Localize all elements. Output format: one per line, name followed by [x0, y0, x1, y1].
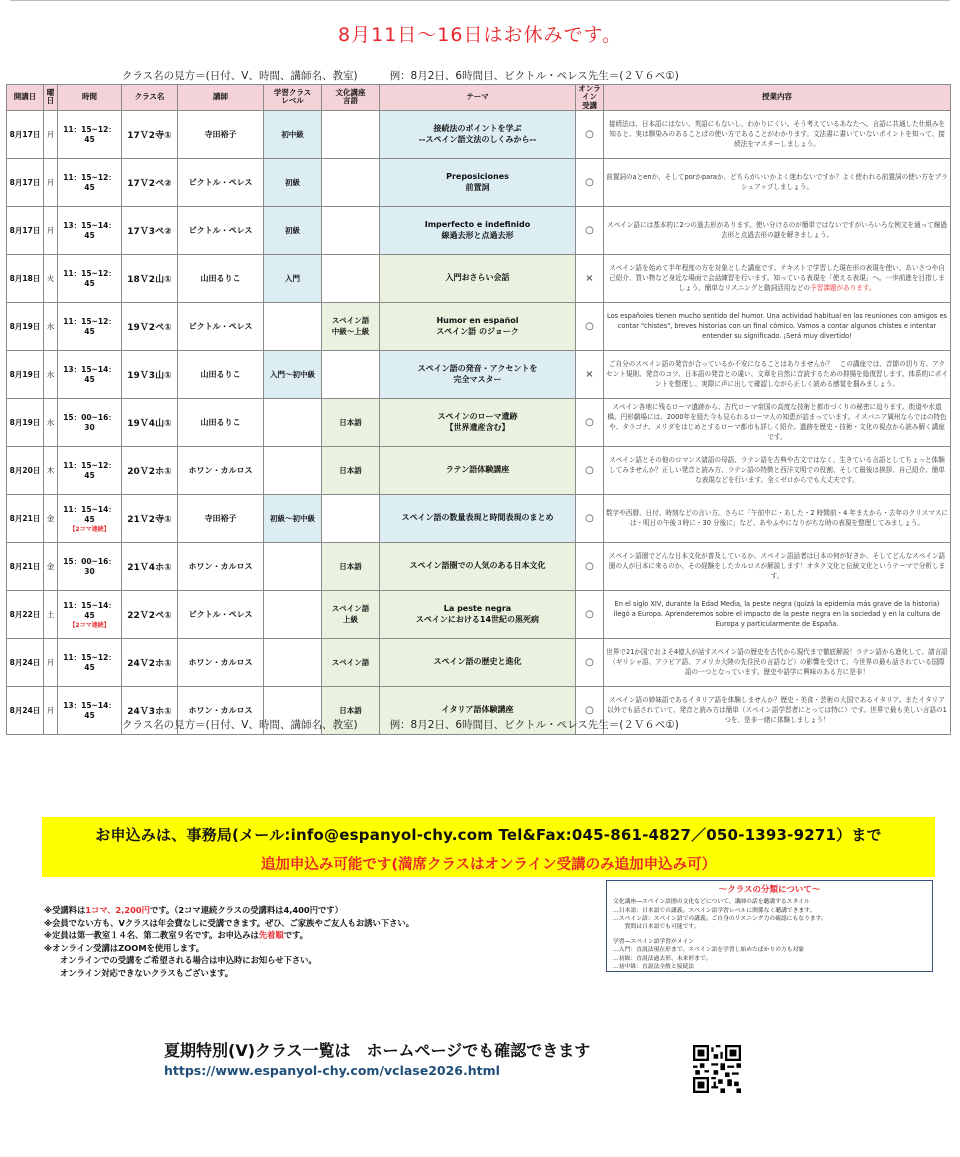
- cell-online: ○: [576, 494, 604, 542]
- cell-online: ○: [576, 302, 604, 350]
- cell-day: 土: [44, 590, 58, 638]
- cell-theme: [380, 638, 576, 686]
- note-capacity: [44, 929, 414, 942]
- cell-class-name: 17Ｖ3ペ②: [122, 206, 178, 254]
- cell-level: 初中級: [264, 110, 322, 158]
- cell-culture-language: 日本語: [322, 686, 380, 734]
- cell-description: [604, 350, 951, 398]
- cell-time: [58, 494, 122, 542]
- cell-level: [264, 590, 322, 638]
- table-row: [7, 158, 951, 206]
- table-row: [7, 302, 951, 350]
- category-line: …初級：直説法過去形、未来形まで。: [613, 955, 712, 962]
- category-box: [606, 880, 933, 972]
- cell-description: [604, 590, 951, 638]
- theme-sub: 線過去形と点過去形: [441, 231, 514, 241]
- note-first-come: 先着順: [258, 930, 284, 940]
- cell-description: [604, 158, 951, 206]
- category-line: …初中級：直説法全般と接続法: [613, 964, 695, 971]
- time-text: 13：15~14：45: [63, 701, 116, 721]
- time-text: 13：15~14：45: [63, 365, 116, 385]
- time-text: 15：00~16：30: [63, 557, 116, 577]
- category-line: 学習―スペイン語学習がメイン: [613, 938, 695, 945]
- cell-theme: [380, 494, 576, 542]
- cell-date: 8月21日: [7, 542, 44, 590]
- description-text: 接続法は、日本語にはない、英語にもないし、わかりにくい。そう考えているあなたへ。言語に共通した仕組みを知ると、実は馴染みのあることばの使い方であることがわかります。文法書に書いていないポイントを知って、接続法をマスターしましょう。: [608, 119, 946, 149]
- contact-line: お申込みは、事務局(メール:info@espanyol-chy.com Tel&Fax:045-861-4827／050-1393-9271）まで: [95, 826, 882, 844]
- table-row: [7, 446, 951, 494]
- col-header: オンライン 受講: [576, 85, 604, 111]
- cell-time: [58, 110, 122, 158]
- cell-date: 8月17日: [7, 158, 44, 206]
- description-text: スペイン語を始めて半年程度の方を対象とした講座です。テキストで学習した現在形の表現を使い、あいさつや自己紹介、買い物など身近な場面で会話練習を行います。知っている表現を「使える表現」へ。一歩前進を目指しましょう。簡単なリスニングと動詞活用などの: [609, 263, 945, 293]
- description-text: Los españoles tienen mucho sentido del humor. Una actividad habitual en las reuniones con amigos es contar "chistes", breves historias con un final cómico. Vamos a contar algunos chistes e intentar entender su significado. ¡Será muy divertido!: [607, 311, 947, 341]
- howto-example: 例：8月2日、6時間目、ビクトル・ペレス先生＝(２Ｖ６ペ①): [389, 70, 679, 82]
- description-text: スペイン語には基本的に2つの過去形があります。使い分けるのが簡単ではないですがいろいろな例文を通って線過去形と点過去形の謎を解きましょう。: [607, 221, 947, 240]
- cell-time: [58, 398, 122, 446]
- cell-level: [264, 302, 322, 350]
- cell-date: 8月18日: [7, 254, 44, 302]
- cell-theme: [380, 398, 576, 446]
- theme-main: 接続法のポイントを学ぶ: [433, 123, 522, 133]
- time-text: 11：15~12：45: [63, 173, 116, 193]
- note-text: ※定員は第一教室１４名、第二教室９名です。お申込みは: [44, 930, 259, 940]
- cell-description: [604, 542, 951, 590]
- cell-time: [58, 446, 122, 494]
- howto-example: 例：8月2日、6時間目、ビクトル・ペレス先生＝(２Ｖ６ペ①): [389, 719, 679, 731]
- cell-date: 8月19日: [7, 350, 44, 398]
- cell-description: [604, 254, 951, 302]
- theme-main: 入門おさらい会話: [445, 273, 510, 283]
- theme-sub: 【世界遺産含む】: [445, 423, 510, 433]
- category-line: 質問は日本語でも可能です。: [613, 924, 700, 931]
- cell-culture-language: [322, 254, 380, 302]
- note-zoom: ※オンライン受講はZOOMを使用します。: [44, 942, 204, 953]
- cell-teacher: ホワン・カルロス: [178, 446, 264, 494]
- cell-theme: [380, 206, 576, 254]
- howto-label: クラス名の見方＝(日付、V、時間、講師名、教室): [122, 70, 358, 82]
- table-row: [7, 254, 951, 302]
- theme-sub: 完全マスター: [453, 375, 502, 385]
- cell-class-name: 21Ｖ4ホ①: [122, 542, 178, 590]
- cell-date: 8月24日: [7, 686, 44, 734]
- theme-sub: 前置詞: [465, 183, 490, 193]
- col-header: 学習クラス レベル: [264, 85, 322, 111]
- cell-time: [58, 302, 122, 350]
- category-line: …日本語：日本語での講義。スペイン語学習レベルに関係なく聴講できます。: [613, 907, 816, 914]
- col-header: テーマ: [380, 85, 576, 111]
- cell-theme: [380, 110, 576, 158]
- cell-culture-language: 日本語: [322, 542, 380, 590]
- time-text: 11：15~12：45: [63, 269, 116, 289]
- cell-theme: [380, 302, 576, 350]
- cell-date: 8月21日: [7, 494, 44, 542]
- time-two-period-note: 【2コマ連続】: [69, 621, 110, 629]
- howto-top: [122, 68, 679, 83]
- cell-culture-language: 日本語: [322, 398, 380, 446]
- cell-description: [604, 446, 951, 494]
- time-text: 13：15~14：45: [63, 221, 116, 241]
- cell-theme: [380, 446, 576, 494]
- cell-teacher: 山田るりこ: [178, 398, 264, 446]
- table-row: [7, 494, 951, 542]
- description-text: スペイン各地に残るローマ遺跡から、古代ローマ帝国の高度な技術と都市づくりの秘密に迫ります。街道や水道橋、円形劇場には、2000年を経た今も見られるローマ人の知恵が詰まっています。イスパニア属州ならではの特色や、タラゴナ、メリダをはじめとするローマ都市も詳しく紹介。遺跡を歴史・技術・文化の視点から読み解く講座です。: [607, 402, 947, 442]
- cell-online: ○: [576, 446, 604, 494]
- cell-level: [264, 638, 322, 686]
- cell-day: 月: [44, 110, 58, 158]
- theme-main: Preposiciones: [446, 171, 509, 181]
- time-text: 11：15~12：45: [63, 461, 116, 481]
- table-row: [7, 350, 951, 398]
- table-row: [7, 398, 951, 446]
- time-text: 11：15~12：45: [63, 317, 116, 337]
- note-nonmember: ※会員でない方も、Vクラスは年会費なしに受講できます。ぜひ、ご家族やご友人もお誘い下さい。: [44, 917, 415, 928]
- cell-online: ○: [576, 638, 604, 686]
- cell-description: [604, 206, 951, 254]
- howto-bottom: [122, 717, 679, 732]
- holiday-notice: 8月11日～16日はお休みです。: [338, 24, 622, 46]
- cell-time: [58, 158, 122, 206]
- cell-time: [58, 542, 122, 590]
- cell-online: ○: [576, 686, 604, 734]
- table-header-row: [7, 85, 951, 111]
- table-row: [7, 110, 951, 158]
- cell-teacher: ホワン・カルロス: [178, 686, 264, 734]
- table-row: [7, 542, 951, 590]
- description-highlight: 予習課題があります。: [810, 284, 876, 293]
- cell-day: 月: [44, 158, 58, 206]
- cell-date: 8月20日: [7, 446, 44, 494]
- cell-culture-language: [322, 494, 380, 542]
- cell-culture-language: [322, 206, 380, 254]
- cell-theme: [380, 590, 576, 638]
- cell-teacher: ホワン・カルロス: [178, 638, 264, 686]
- cell-theme: [380, 158, 576, 206]
- category-line: …スペイン語：スペイン語での講義。ご自身のリスニング力の確認にもなります。: [613, 916, 827, 923]
- howto-label: クラス名の見方＝(日付、V、時間、講師名、教室): [122, 719, 358, 731]
- theme-main: ラテン語体験講座: [445, 465, 510, 475]
- cell-class-name: 19Ｖ3山①: [122, 350, 178, 398]
- cell-class-name: 20Ｖ2ホ①: [122, 446, 178, 494]
- cell-class-name: 24Ｖ3ホ①: [122, 686, 178, 734]
- cell-class-name: 17Ｖ2ペ②: [122, 158, 178, 206]
- description-text: 数字や西暦、日付、時刻などの言い方。さらに「午前中に・あした・2 時間前・4 年まえから・去年のクリスマスには・明日の午後３時に・30 分後に」など、あやふやになりがちな時の表現を整理してみましょう。: [606, 509, 949, 528]
- cell-level: 入門～初中級: [264, 350, 322, 398]
- col-header: 講師: [178, 85, 264, 111]
- cell-teacher: ビクトル・ペレス: [178, 302, 264, 350]
- cell-teacher: 山田るりこ: [178, 254, 264, 302]
- cell-level: [264, 542, 322, 590]
- description-text: スペイン語圏でどんな日本文化が普及しているか、スペイン語話者は日本の何が好きか、そしてどんなスペイン語圏の人が日本に来るのか、その経験をしたカルロスが解説します！オタク文化と伝統文化というテーマで分析します。: [608, 551, 946, 581]
- description-text: スペイン語とその他のロマンス諸語の母語、ラテン語を古典や古文ではなく、生きている言語としてちょっと体験してみませんか？正しい発音と読み方、ラテン語の特徴と西洋文明での役割、そして最後は挨拶、自己紹介、簡単な表現などを行います。全くゼロからでも大丈夫です。: [609, 455, 945, 485]
- cell-class-name: 22Ｖ2ペ①: [122, 590, 178, 638]
- cell-level: 初級～初中級: [264, 494, 322, 542]
- cell-date: 8月17日: [7, 206, 44, 254]
- additional-apply-line: 追加申込み可能です(満席クラスはオンライン受講のみ追加申込み可）: [260, 857, 717, 873]
- time-text: 11：15~12：45: [63, 653, 116, 673]
- cell-date: 8月17日: [7, 110, 44, 158]
- cell-teacher: ビクトル・ペレス: [178, 590, 264, 638]
- note-fee: [44, 904, 414, 917]
- cell-day: 水: [44, 398, 58, 446]
- cell-time: [58, 686, 122, 734]
- note-fee-amount: 1コマ、2,200円: [85, 905, 150, 915]
- description-text: 前置詞のaとenか、そしてporかparaか、どちらがいいかよく迷わないですか？よく使われる前置詞の使い方をブラシュアップしましょう。: [606, 173, 948, 192]
- cell-teacher: ビクトル・ペレス: [178, 158, 264, 206]
- cell-day: 月: [44, 206, 58, 254]
- col-header: クラス名: [122, 85, 178, 111]
- cell-culture-language: [322, 110, 380, 158]
- cell-culture-language: 日本語: [322, 446, 380, 494]
- cell-level: 初級: [264, 206, 322, 254]
- col-header: 時間: [58, 85, 122, 111]
- table-row: [7, 206, 951, 254]
- cell-online: ○: [576, 542, 604, 590]
- time-text: 11：15~14：45: [63, 504, 116, 524]
- table-row: [7, 638, 951, 686]
- theme-main: スペイン語の歴史と進化: [433, 657, 522, 667]
- homepage-note: 夏期特別(V)クラス一覧は ホームページでも確認できます: [164, 1041, 591, 1060]
- cell-online: ○: [576, 398, 604, 446]
- schedule-table: [6, 84, 951, 735]
- note-text: です。（2コマ連続クラスの受講料は4,400円です）: [149, 905, 343, 915]
- time-text: 11：15~14：45: [63, 600, 116, 620]
- cell-level: [264, 398, 322, 446]
- theme-main: スペイン語圏での人気のある日本文化: [409, 561, 546, 571]
- cell-culture-language: スペイン語 中級～上級: [322, 302, 380, 350]
- cell-day: 金: [44, 542, 58, 590]
- note-online-request: オンラインでの受講をご希望される場合は申込時にお知らせ下さい。: [60, 955, 317, 965]
- cell-date: 8月19日: [7, 302, 44, 350]
- col-header: 開講日: [7, 85, 44, 111]
- cell-day: 水: [44, 350, 58, 398]
- cell-date: 8月19日: [7, 398, 44, 446]
- cell-teacher: ビクトル・ペレス: [178, 206, 264, 254]
- theme-sub: スペイン語 のジョーク: [436, 327, 519, 337]
- cell-culture-language: スペイン語: [322, 638, 380, 686]
- description-text: En el siglo XIV, durante la Edad Media, la peste negra (quizá la epidemia más grave de la historia) llegó a Europa. Aprenderemos sobre el impacto de la peste negra en la sociedad y en la cultura de Europa y particularmente de España.: [613, 599, 941, 629]
- cell-teacher: ホワン・カルロス: [178, 542, 264, 590]
- cell-culture-language: スペイン語 上級: [322, 590, 380, 638]
- top-rule: [10, 0, 950, 1]
- theme-main: イタリア語体験講座: [441, 705, 514, 715]
- cell-theme: [380, 542, 576, 590]
- cell-day: 金: [44, 494, 58, 542]
- time-text: 15：00~16：30: [63, 413, 116, 433]
- table-row: [7, 590, 951, 638]
- col-header: 授業内容: [604, 85, 951, 111]
- theme-main: Humor en español: [436, 315, 519, 325]
- category-line: …入門：直説法現在形まで。スペイン語を学習し始めたばかりの方も対象: [613, 947, 805, 954]
- col-header: 文化講座 言語: [322, 85, 380, 111]
- cell-online: ○: [576, 206, 604, 254]
- theme-main: スペイン語の発音・アクセントを: [417, 363, 538, 373]
- qr-code-icon[interactable]: [693, 1045, 741, 1093]
- cell-class-name: 19Ｖ4山①: [122, 398, 178, 446]
- homepage-url-link[interactable]: https://www.espanyol-chy.com/vclase2026.html: [164, 1063, 500, 1078]
- notes: [44, 904, 414, 979]
- cell-date: 8月24日: [7, 638, 44, 686]
- cell-teacher: 寺田裕子: [178, 110, 264, 158]
- cell-day: 月: [44, 638, 58, 686]
- cell-day: 火: [44, 254, 58, 302]
- description-text: 世界で21か国でおよそ4億人が話すスペイン語の歴史を古代から現代まで徹底解説！ラテン語から進化して、諸言語（ギリシャ語、アラビア語、アメリカ大陸の先住民の言語など）の影響を受けて、今世界の最も話されている国際語の一つとなっています。歴史や語学に興味のある方に是非！: [606, 647, 948, 677]
- cell-class-name: 17Ｖ2寺①: [122, 110, 178, 158]
- cell-description: [604, 302, 951, 350]
- cell-culture-language: [322, 350, 380, 398]
- cell-time: [58, 254, 122, 302]
- cell-date: 8月22日: [7, 590, 44, 638]
- cell-class-name: 19Ｖ2ペ①: [122, 302, 178, 350]
- cell-level: 初級: [264, 158, 322, 206]
- cell-time: [58, 590, 122, 638]
- cell-time: [58, 206, 122, 254]
- time-two-period-note: 【2コマ連続】: [69, 525, 110, 533]
- cell-description: [604, 110, 951, 158]
- theme-main: スペイン語の数量表現と時間表現のまとめ: [401, 513, 554, 523]
- cell-online: ○: [576, 158, 604, 206]
- theme-sub: スペインにおける14世紀の黒死病: [415, 615, 540, 625]
- cell-online: ×: [576, 350, 604, 398]
- theme-main: スペインのローマ遺跡: [437, 411, 518, 421]
- cell-time: [58, 638, 122, 686]
- cell-time: [58, 350, 122, 398]
- cell-online: ×: [576, 254, 604, 302]
- cell-class-name: 21Ｖ2寺①: [122, 494, 178, 542]
- cell-level: 入門: [264, 254, 322, 302]
- cell-day: 水: [44, 302, 58, 350]
- note-text: ※受講料は: [44, 905, 86, 915]
- time-text: 11：15~12：45: [63, 125, 116, 145]
- cell-online: ○: [576, 590, 604, 638]
- cell-culture-language: [322, 158, 380, 206]
- theme-main: Imperfecto e indefinido: [424, 219, 531, 229]
- contact-banner: [42, 817, 935, 877]
- note-online-unavailable: オンライン対応できないクラスもございます。: [60, 967, 234, 978]
- cell-day: 木: [44, 446, 58, 494]
- cell-description: [604, 398, 951, 446]
- cell-theme: [380, 254, 576, 302]
- theme-main: La peste negra: [443, 603, 512, 613]
- category-line: 文化講座―スペイン語圏の文化などについて、講師の話を聴講するスタイル: [613, 899, 810, 906]
- cell-online: ○: [576, 110, 604, 158]
- description-text: ご自分のスペイン語の発音が合っているか不安になることはありませんか？ この講座では、音節の切り方、アクセント規則、発音のコツ、日本語の発音との違い、文章を自然に音読するための抑揚を総復習します。体系的にポイントを整理し、実際に声に出して確認しながら正しく読める感覚を掴みましょう。: [606, 359, 948, 389]
- description-text: スペイン語の姉妹語であるイタリア語を体験しませんか？歴史・美食・芸術の大国であるイタリア。またイタリア以外でも話されていて、発音と読み方は簡単（スペイン語学習者にとっては特に）です。世界で最も美しい言語の1つを、是非一緒に体験しましょう！: [607, 695, 947, 725]
- cell-description: [604, 638, 951, 686]
- cell-day: 月: [44, 686, 58, 734]
- cell-teacher: 寺田裕子: [178, 494, 264, 542]
- cell-class-name: 24Ｖ2ホ①: [122, 638, 178, 686]
- theme-sub: --スペイン語文法のしくみから--: [418, 135, 537, 145]
- note-text: です。: [283, 930, 308, 940]
- cell-description: [604, 494, 951, 542]
- cell-class-name: 18Ｖ2山①: [122, 254, 178, 302]
- cell-theme: [380, 350, 576, 398]
- cell-teacher: 山田るりこ: [178, 350, 264, 398]
- category-title: ～クラスの分類について～: [718, 885, 821, 895]
- cell-level: [264, 446, 322, 494]
- col-header: 曜日: [44, 85, 58, 111]
